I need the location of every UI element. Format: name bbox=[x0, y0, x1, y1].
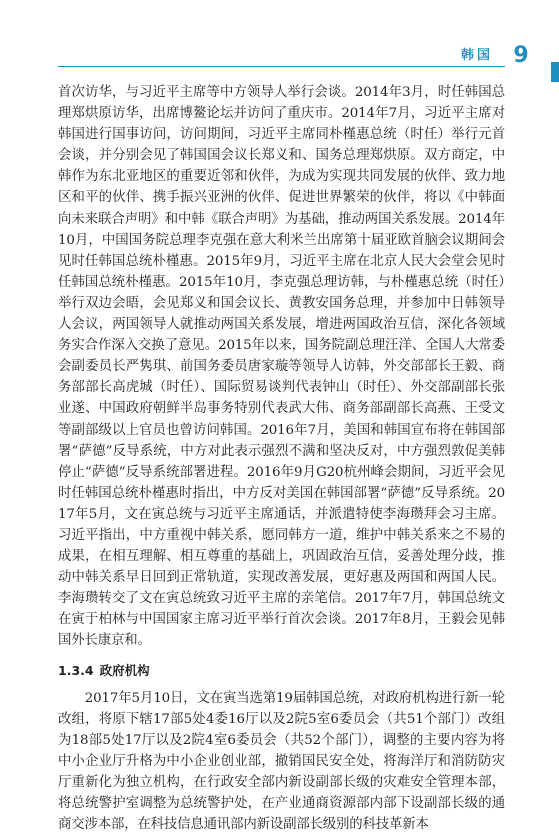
page-header bbox=[0, 0, 559, 76]
body-paragraph: 2017年5月10日，文在寅当选第19届韩国总统，对政府机构进行新一轮改组，将原下辖17部5处4委16厅以及2院5室6委员会（共51个部门）改组为18部5处17厅以及2院4室6委员会（共52个部门），调整的主要内容为将中小企业厅升格为中小企业创业部，撤销国民安全处，将海洋厅和消防防灾厅重新化为独立机构，在行政安全部内新设副部长级的灾难安全管理本部，将总统警护室调整为总统警护处，在产业通商资源部内部下设副部长级的通商交涉本部，在科技信息通讯部内新设副部长级别的科技革新本 bbox=[58, 690, 505, 833]
section-number: 1.3.4 bbox=[58, 662, 94, 678]
section-heading bbox=[58, 662, 505, 680]
body-paragraph: 首次访华，与习近平主席等中方领导人举行会谈。2014年3月，时任韩国总理郑烘原访华，出席博鳌论坛并访问了重庆市。2014年7月，习近平主席对韩国进行国事访问，访问期间，习近平主席同朴槿惠总统（时任）举行元首会谈，并分别会见了韩国国会议长郑义和、国务总理郑烘原。双方商定，中韩作为东北亚地区的重要近邻和伙伴，为成为实现共同发展的伙伴、致力地区和平的伙伴、携手振兴亚洲的伙伴、促进世界繁荣的伙伴，将以《中韩面向未来联合声明》和中韩《联合声明》为基础，推动两国关系发展。2014年10月，中国国务院总理李克强在意大利米兰出席第十届亚欧首脑会议期间会见时任韩国总统朴槿惠。2015年9月，习近平主席在北京人民大会堂会见时任韩国总统朴槿惠。2015年10月，李克强总理访韩，与朴槿惠总统（时任）举行双边会晤，会见郑义和国会议长、黄教安国务总理，并参加中日韩领导人会议，两国领导人就推动两国关系发展，增进两国政治互信，深化各领域务实合作深入交换了意见。2015年以来，国务院副总理汪洋、全国人大常委会副委员长严隽琪、前国务委员唐家璇等领导人访韩，外交部部长王毅、商务部部长高虎城（时任）、国际贸易谈判代表钟山（时任）、外交部副部长张业遂、中国政府朝鲜半岛事务特别代表武大伟、商务部副部长高燕、王受文等副部级以上官员也曾访问韩国。2016年7月，美国和韩国宣布将在韩国部署“萨德”反导系统，中方对此表示强烈不满和坚决反对，中方强烈敦促美韩停止“萨德”反导系统部署进程。2016年9月G20杭州峰会期间，习近平会见时任韩国总统朴槿惠时指出，中方反对美国在韩国部署“萨德”反导系统。2017年5月，文在寅总统与习近平主席通话，并派遣特使李海瓒拜会习主席。习近平指出，中方重视中韩关系，愿同韩方一道，维护中韩关系来之不易的成果，在相互理解、相互尊重的基础上，巩固政治互信，妥善处理分歧，推动中韩关系早日回到正常轨道，实现改善发展，更好惠及两国和两国人民。李海瓒转交了文在寅总统致习近平主席的亲笔信。2017年7月，韩国总统文在寅于柏林与中国国家主席习近平举行首次会谈。2017年8月，王毅会见韩国外长康京和。 bbox=[58, 85, 505, 649]
page-edge-tab bbox=[551, 62, 559, 82]
header-rule bbox=[58, 66, 505, 67]
page-number: 9 bbox=[513, 43, 529, 68]
page-body bbox=[58, 82, 505, 835]
section-title: 政府机构 bbox=[99, 662, 150, 678]
running-header-country: 韩国 bbox=[460, 48, 493, 63]
